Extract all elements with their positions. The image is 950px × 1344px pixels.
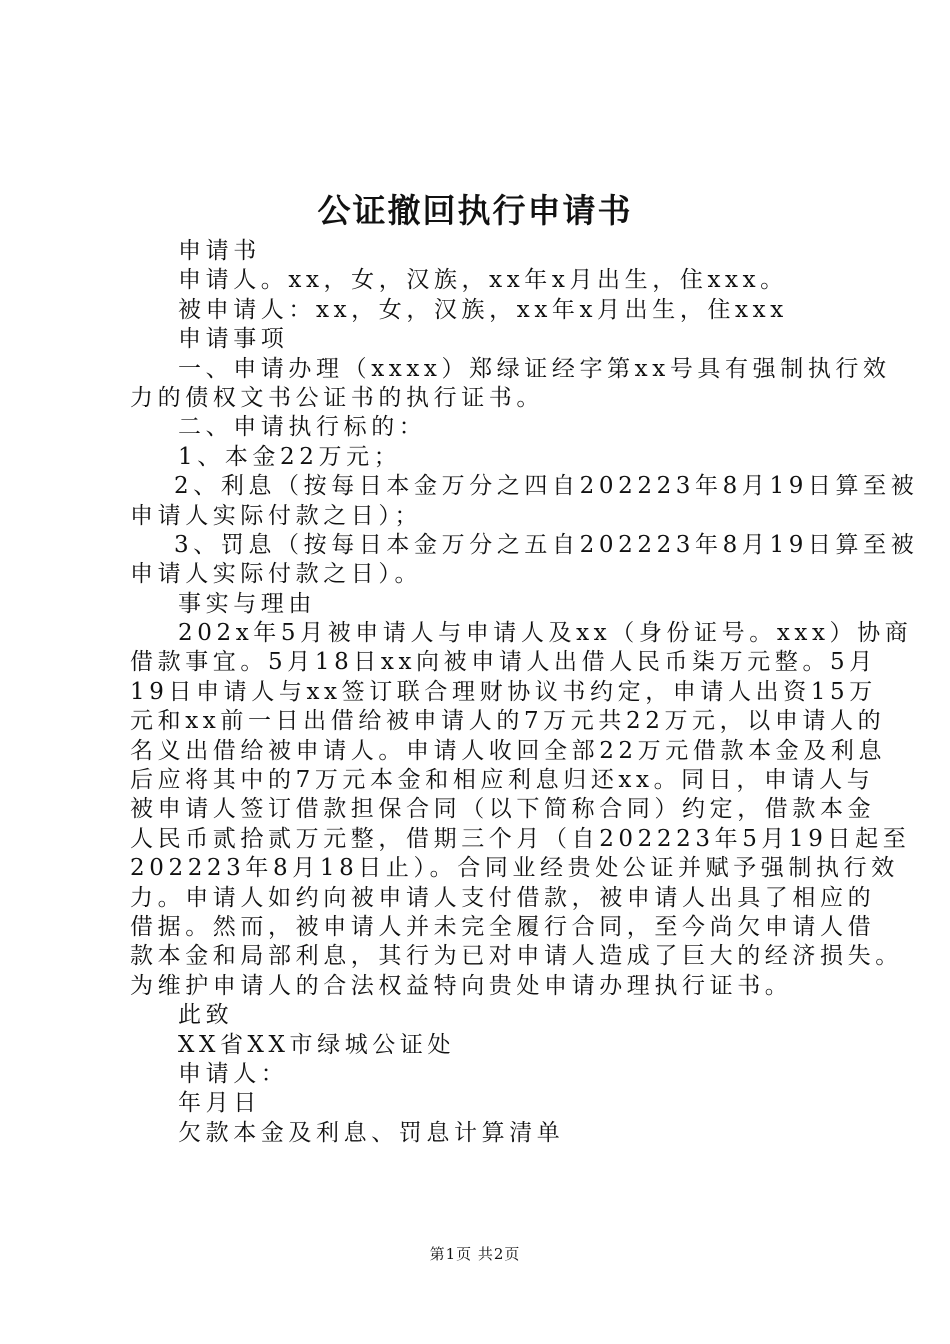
text-line: 此致 [178,1002,234,1029]
text-line: 欠款本金及利息、罚息计算清单 [178,1119,565,1146]
text-line: 二、申请执行标的： [178,414,427,441]
text-line: 名义出借给被申请人。申请人收回全部22万元借款本金及利息 [130,737,887,764]
text-line: 202x年5月被申请人与申请人及xx（身份证号。xxx）协商 [178,620,913,647]
text-line: 1、本金22万元； [178,443,402,470]
text-line: 申请人。xx，女，汉族，xx年x月出生，住xxx。 [178,267,788,294]
text-line: 人民币贰拾贰万元整，借期三个月（自202223年5月19日起至 [130,825,911,852]
document-title: 公证撤回执行申请书 [317,191,633,230]
text-line: 被申请人：xx，女，汉族，xx年x月出生，住xxx [178,296,788,323]
text-line: 年月日 [178,1090,261,1117]
text-line: 19日申请人与xx签订联合理财协议书约定，申请人出资15万 [130,678,877,705]
text-line: 申请书 [178,238,261,264]
text-line: 事实与理由 [178,590,316,617]
text-line: 申请人实际付款之日）。 [130,561,423,588]
text-line: 2、利息（按每日本金万分之四自202223年8月19日算至被 [174,473,919,500]
text-line: 力。申请人如约向被申请人支付借款，被申请人出具了相应的 [130,884,876,911]
text-line: 202223年8月18日止）。合同业经贵处公证并赋予强制执行效 [130,855,899,882]
text-line: XX省XX市绿城公证处 [178,1031,456,1058]
text-line: 款本金和局部利息，其行为已对申请人造成了巨大的经济损失。 [130,943,903,970]
page-footer: 第1页 共2页 [429,1245,521,1263]
text-line: 一、申请办理（xxxx）郑绿证经字第xx号具有强制执行效 [178,355,891,382]
text-line: 借据。然而，被申请人并未完全履行合同，至今尚欠申请人借 [130,913,876,940]
text-line: 申请人实际付款之日）； [130,502,423,529]
text-line: 3、罚息（按每日本金万分之五自202223年8月19日算至被 [174,531,919,558]
text-line: 申请事项 [178,326,289,353]
text-line: 申请人： [178,1060,289,1087]
text-line: 被申请人签订借款担保合同（以下简称合同）约定，借款本金 [130,796,876,823]
text-line: 元和xx前一日出借给被申请人的7万元共22万元，以申请人的 [130,708,886,735]
text-line: 力的债权文书公证书的执行证书。 [130,384,544,411]
text-line: 借款事宜。5月18日xx向被申请人出借人民币柒万元整。5月 [130,649,877,676]
text-line: 后应将其中的7万元本金和相应利息归还xx。同日，申请人与 [130,767,875,794]
text-line: 为维护申请人的合法权益特向贵处申请办理执行证书。 [130,972,793,999]
document-body [130,237,919,1148]
